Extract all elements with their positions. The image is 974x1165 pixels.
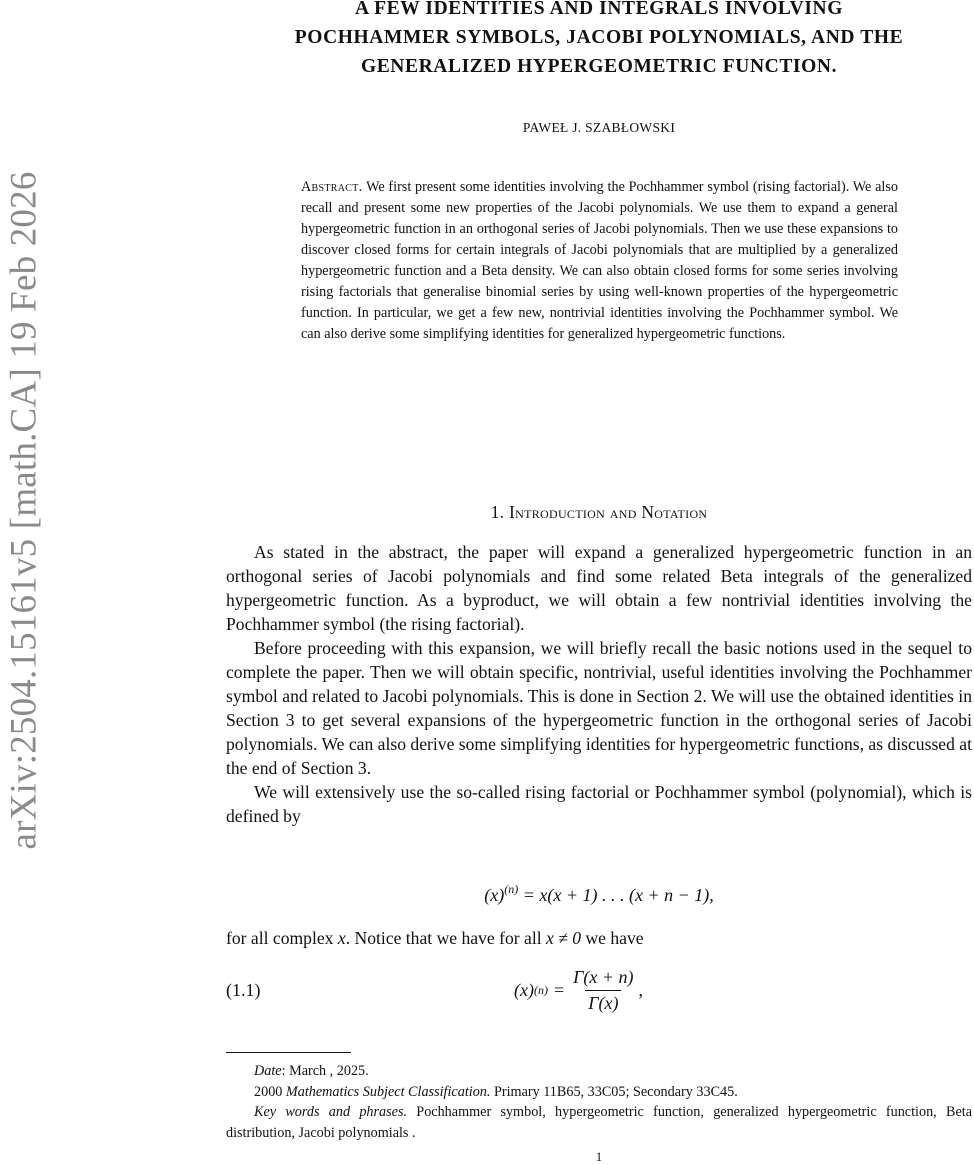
paragraph-1: As stated in the abstract, the paper will expand a generalized hypergeometric function in an orthogonal series of Jacobi polynomials and find some related Beta integrals of the generalized hypergeometric function. As a byproduct, we will obtain a few nontrivial identities involving the Pochhammer symbol (the rising factorial). (226, 542, 972, 634)
paragraph-2: Before proceeding with this expansion, we will briefly recall the basic notions used in the sequel to complete the paper. Then we will obtain specific, nontrivial, useful identities involving the Pochhammer symbol and related to Jacobi polynomials. This is done in Section 2. We will use the obtained identities in Section 3 to get several expansions of the hypergeometric function in the orthogonal series of Jacobi polynomials. We can also derive some simplifying identities for hypergeometric functions, as discussed at the end of Section 3. (226, 638, 972, 778)
eq-rhs: = x(x + 1) . . . (x + n − 1), (522, 885, 714, 905)
fraction-denominator: Γ(x) (585, 990, 621, 1014)
eq-lhs-sup: (n) (504, 882, 519, 896)
gamma-fraction (570, 967, 636, 1014)
footnote-msc (226, 1082, 972, 1103)
math-var: x (337, 928, 346, 948)
paper-title (226, 0, 972, 81)
abstract (301, 177, 898, 345)
eq-equals: = (553, 979, 565, 1000)
pochhammer-definition-equation (226, 882, 972, 906)
title-line-2: POCHHAMMER SYMBOLS, JACOBI POLYNOMIALS, AND THE (294, 27, 904, 48)
arxiv-identifier-stamp (4, 118, 44, 903)
text-fragment: we have (581, 928, 644, 948)
msc-label: Mathematics Subject Classification. (285, 1083, 491, 1100)
text-fragment: for all complex (226, 928, 338, 948)
after-equation-text (226, 926, 972, 950)
eq-lhs-sup: (n) (533, 982, 548, 997)
after-equation-paragraph (226, 926, 972, 950)
footnote-keywords (226, 1102, 972, 1143)
author-name: PAWEŁ J. SZABŁOWSKI (522, 120, 676, 135)
introduction-body (226, 540, 972, 828)
eq-lhs-base: (x) (514, 979, 534, 1000)
section-number: 1. (490, 502, 505, 522)
footnote-divider (226, 1052, 351, 1053)
section-heading (226, 502, 972, 523)
equation-number: (1.1) (226, 980, 261, 1000)
msc-value: Primary 11B65, 33C05; Secondary 33C45. (490, 1083, 738, 1100)
msc-year: 2000 (254, 1083, 286, 1100)
keywords-value: Pochhammer symbol, hypergeometric function, generalized hypergeometric function, Beta distribution, Jacobi polynomials . (226, 1104, 972, 1141)
title-line-3: GENERALIZED HYPERGEOMETRIC FUNCTION. (360, 56, 838, 77)
paragraph-3: We will extensively use the so-called rising factorial or Pochhammer symbol (polynomial), which is defined by (226, 782, 972, 826)
arxiv-stamp-text: arXiv:2504.15161v5 [math.CA] 19 Feb 2026 (3, 171, 45, 850)
abstract-text: We first present some identities involving the Pochhammer symbol (rising factorial). We also recall and present some new properties of the Jacobi polynomials. We use them to expand a general hypergeometric function in an orthogonal series of Jacobi polynomials. Then we use these expansions to discover closed forms for certain integrals of Jacobi polynomials that are multiplied by a generalized hypergeometric function and a Beta density. We can also obtain closed forms for some series involving rising factorials that generalise binomial series by using well-known properties of the hypergeometric function. In particular, we get a few new, nontrivial identities involving the Pochhammer symbol. We can also derive some simplifying identities for generalized hypergeometric functions. (301, 179, 898, 342)
equation-1-1 (226, 958, 972, 1022)
footnotes (226, 1061, 972, 1143)
equation-body (514, 958, 643, 1022)
keywords-label: Key words and phrases. (254, 1104, 408, 1120)
eq-lhs-base: (x) (484, 885, 505, 905)
section-title: Introduction and Notation (509, 502, 708, 522)
abstract-label: Abstract. (301, 179, 363, 195)
date-label: Date (254, 1063, 282, 1079)
page-number: 1 (595, 1150, 603, 1164)
eq-trailing-comma: , (638, 979, 644, 1000)
date-value: : March , 2025. (281, 1063, 369, 1079)
math-condition: x ≠ 0 (546, 928, 582, 948)
footnote-date (226, 1061, 972, 1082)
title-line-1: A FEW IDENTITIES AND INTEGRALS INVOLVING (355, 0, 843, 19)
fraction-numerator: Γ(x + n) (573, 966, 634, 987)
text-fragment: . Notice that we have for all (345, 928, 546, 948)
